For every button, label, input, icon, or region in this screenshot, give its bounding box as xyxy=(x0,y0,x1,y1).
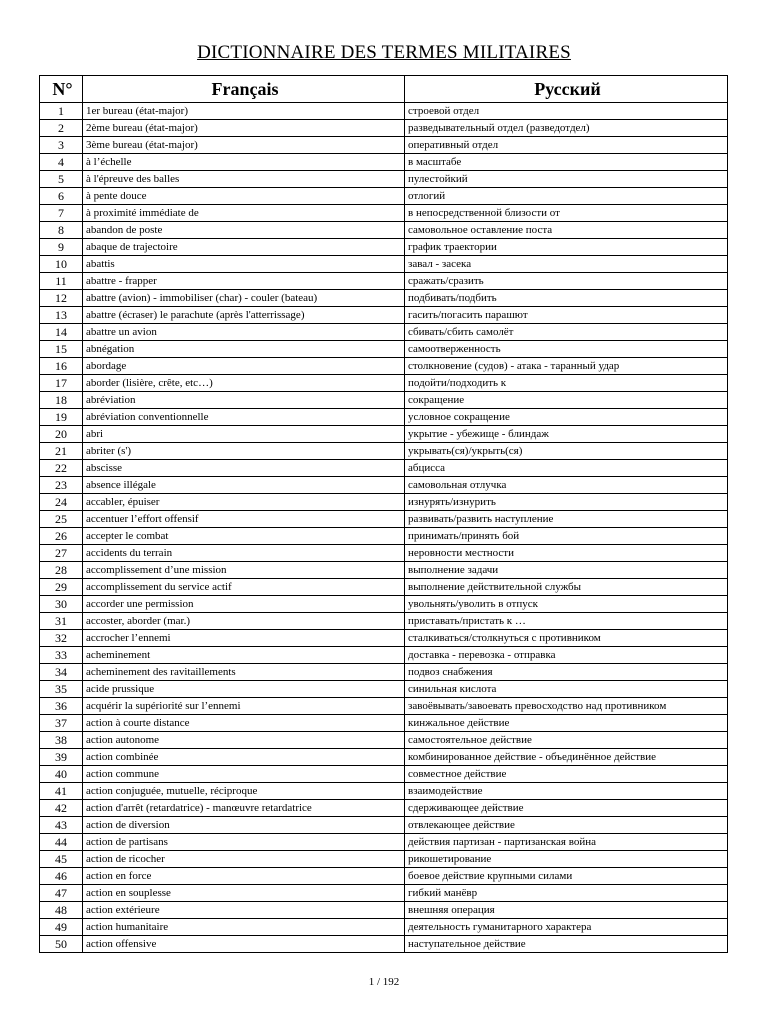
french-term: action d'arrêt (retardatrice) - manœuvre retardatrice xyxy=(83,800,405,817)
table-row xyxy=(40,766,728,783)
french-term: abriter (s') xyxy=(83,443,405,460)
french-term: à pente douce xyxy=(83,188,405,205)
french-term: 1er bureau (état-major) xyxy=(83,103,405,120)
french-term: abordage xyxy=(83,358,405,375)
table-row xyxy=(40,562,728,579)
row-number: 34 xyxy=(40,664,83,681)
french-term: action à courte distance xyxy=(83,715,405,732)
russian-term: совместное действие xyxy=(405,766,728,783)
russian-term: строевой отдел xyxy=(405,103,728,120)
row-number: 4 xyxy=(40,154,83,171)
russian-term: условное сокращение xyxy=(405,409,728,426)
row-number: 45 xyxy=(40,851,83,868)
row-number: 35 xyxy=(40,681,83,698)
russian-term: действия партизан - партизанская война xyxy=(405,834,728,851)
russian-term: отлогий xyxy=(405,188,728,205)
russian-term: сдерживающее действие xyxy=(405,800,728,817)
table-row xyxy=(40,817,728,834)
table-row xyxy=(40,919,728,936)
row-number: 38 xyxy=(40,732,83,749)
french-term: action en force xyxy=(83,868,405,885)
row-number: 6 xyxy=(40,188,83,205)
russian-term: самоотверженность xyxy=(405,341,728,358)
russian-term: сражать/сразить xyxy=(405,273,728,290)
table-row xyxy=(40,460,728,477)
row-number: 7 xyxy=(40,205,83,222)
table-row xyxy=(40,579,728,596)
row-number: 1 xyxy=(40,103,83,120)
russian-term: в непосредственной близости от xyxy=(405,205,728,222)
row-number: 44 xyxy=(40,834,83,851)
russian-term: сбивать/сбить самолёт xyxy=(405,324,728,341)
row-number: 43 xyxy=(40,817,83,834)
french-term: absence illégale xyxy=(83,477,405,494)
table-row xyxy=(40,358,728,375)
french-term: abattre (avion) - immobiliser (char) - couler (bateau) xyxy=(83,290,405,307)
table-row xyxy=(40,443,728,460)
row-number: 9 xyxy=(40,239,83,256)
row-number: 10 xyxy=(40,256,83,273)
row-number: 39 xyxy=(40,749,83,766)
russian-term: боевое действие крупными силами xyxy=(405,868,728,885)
table-row xyxy=(40,800,728,817)
row-number: 14 xyxy=(40,324,83,341)
russian-term: кинжальное действие xyxy=(405,715,728,732)
row-number: 11 xyxy=(40,273,83,290)
french-term: abattre - frapper xyxy=(83,273,405,290)
row-number: 20 xyxy=(40,426,83,443)
french-term: accoster, aborder (mar.) xyxy=(83,613,405,630)
french-term: acquérir la supériorité sur l’ennemi xyxy=(83,698,405,715)
table-row xyxy=(40,409,728,426)
table-row xyxy=(40,222,728,239)
table-row xyxy=(40,630,728,647)
french-term: action de diversion xyxy=(83,817,405,834)
table-row xyxy=(40,885,728,902)
row-number: 17 xyxy=(40,375,83,392)
row-number: 24 xyxy=(40,494,83,511)
row-number: 27 xyxy=(40,545,83,562)
russian-term: развивать/развить наступление xyxy=(405,511,728,528)
french-term: abandon de poste xyxy=(83,222,405,239)
french-term: acheminement des ravitaillements xyxy=(83,664,405,681)
table-row xyxy=(40,596,728,613)
french-term: abaque de trajectoire xyxy=(83,239,405,256)
table-row xyxy=(40,290,728,307)
header-french: Français xyxy=(83,76,405,103)
table-row xyxy=(40,426,728,443)
table-row xyxy=(40,307,728,324)
french-term: accidents du terrain xyxy=(83,545,405,562)
french-term: action de partisans xyxy=(83,834,405,851)
table-row xyxy=(40,154,728,171)
table-row xyxy=(40,137,728,154)
row-number: 29 xyxy=(40,579,83,596)
row-number: 23 xyxy=(40,477,83,494)
row-number: 42 xyxy=(40,800,83,817)
french-term: abattis xyxy=(83,256,405,273)
french-term: action extérieure xyxy=(83,902,405,919)
russian-term: укрытие - убежище - блиндаж xyxy=(405,426,728,443)
french-term: abréviation xyxy=(83,392,405,409)
russian-term: завал - засека xyxy=(405,256,728,273)
russian-term: самовольное оставление поста xyxy=(405,222,728,239)
table-row xyxy=(40,375,728,392)
table-row xyxy=(40,324,728,341)
row-number: 36 xyxy=(40,698,83,715)
row-number: 12 xyxy=(40,290,83,307)
french-term: accomplissement d’une mission xyxy=(83,562,405,579)
french-term: acheminement xyxy=(83,647,405,664)
russian-term: сокращение xyxy=(405,392,728,409)
table-row xyxy=(40,545,728,562)
table-row xyxy=(40,120,728,137)
french-term: action commune xyxy=(83,766,405,783)
russian-term: гасить/погасить парашют xyxy=(405,307,728,324)
row-number: 13 xyxy=(40,307,83,324)
table-row xyxy=(40,749,728,766)
russian-term: синильная кислота xyxy=(405,681,728,698)
row-number: 47 xyxy=(40,885,83,902)
french-term: action offensive xyxy=(83,936,405,953)
french-term: action conjuguée, mutuelle, réciproque xyxy=(83,783,405,800)
row-number: 40 xyxy=(40,766,83,783)
table-row xyxy=(40,273,728,290)
french-term: accorder une permission xyxy=(83,596,405,613)
row-number: 19 xyxy=(40,409,83,426)
row-number: 15 xyxy=(40,341,83,358)
row-number: 2 xyxy=(40,120,83,137)
french-term: accabler, épuiser xyxy=(83,494,405,511)
table-row xyxy=(40,851,728,868)
row-number: 21 xyxy=(40,443,83,460)
russian-term: принимать/принять бой xyxy=(405,528,728,545)
french-term: action humanitaire xyxy=(83,919,405,936)
russian-term: оперативный отдел xyxy=(405,137,728,154)
table-row xyxy=(40,188,728,205)
table-row xyxy=(40,664,728,681)
french-term: action en souplesse xyxy=(83,885,405,902)
row-number: 33 xyxy=(40,647,83,664)
french-term: action autonome xyxy=(83,732,405,749)
table-row xyxy=(40,613,728,630)
row-number: 37 xyxy=(40,715,83,732)
table-header-row xyxy=(40,76,728,103)
row-number: 30 xyxy=(40,596,83,613)
dictionary-table xyxy=(39,75,728,953)
russian-term: гибкий манёвр xyxy=(405,885,728,902)
table-row xyxy=(40,103,728,120)
russian-term: сталкиваться/столкнуться с противником xyxy=(405,630,728,647)
page-indicator: 1 / 192 xyxy=(368,976,400,988)
french-term: 2ème bureau (état-major) xyxy=(83,120,405,137)
table-row xyxy=(40,511,728,528)
table-row xyxy=(40,528,728,545)
french-term: à l'épreuve des balles xyxy=(83,171,405,188)
french-term: accrocher l’ennemi xyxy=(83,630,405,647)
russian-term: выполнение действительной службы xyxy=(405,579,728,596)
table-row xyxy=(40,494,728,511)
french-term: abnégation xyxy=(83,341,405,358)
russian-term: изнурять/изнурить xyxy=(405,494,728,511)
table-row xyxy=(40,681,728,698)
russian-term: самостоятельное действие xyxy=(405,732,728,749)
row-number: 3 xyxy=(40,137,83,154)
russian-term: выполнение задачи xyxy=(405,562,728,579)
page-title: DICTIONNAIRE DES TERMES MILITAIRES xyxy=(197,42,571,63)
row-number: 48 xyxy=(40,902,83,919)
table-row xyxy=(40,834,728,851)
french-term: action combinée xyxy=(83,749,405,766)
table-row xyxy=(40,647,728,664)
table-row xyxy=(40,171,728,188)
russian-term: укрывать(ся)/укрыть(ся) xyxy=(405,443,728,460)
russian-term: абцисса xyxy=(405,460,728,477)
table-row xyxy=(40,239,728,256)
french-term: abattre (écraser) le parachute (après l'atterrissage) xyxy=(83,307,405,324)
table-row xyxy=(40,392,728,409)
table-row xyxy=(40,732,728,749)
table-row xyxy=(40,341,728,358)
french-term: abri xyxy=(83,426,405,443)
table-row xyxy=(40,698,728,715)
french-term: accentuer l’effort offensif xyxy=(83,511,405,528)
table-body xyxy=(40,103,728,953)
row-number: 25 xyxy=(40,511,83,528)
header-russian: Русский xyxy=(405,76,728,103)
row-number: 50 xyxy=(40,936,83,953)
row-number: 41 xyxy=(40,783,83,800)
row-number: 5 xyxy=(40,171,83,188)
russian-term: подвоз снабжения xyxy=(405,664,728,681)
russian-term: неровности местности xyxy=(405,545,728,562)
table-row xyxy=(40,868,728,885)
russian-term: взаимодействие xyxy=(405,783,728,800)
table-row xyxy=(40,902,728,919)
french-term: à proximité immédiate de xyxy=(83,205,405,222)
french-term: accomplissement du service actif xyxy=(83,579,405,596)
french-term: 3ème bureau (état-major) xyxy=(83,137,405,154)
russian-term: отвлекающее действие xyxy=(405,817,728,834)
table-row xyxy=(40,205,728,222)
russian-term: увольнять/уволить в отпуск xyxy=(405,596,728,613)
row-number: 26 xyxy=(40,528,83,545)
french-term: action de ricocher xyxy=(83,851,405,868)
row-number: 32 xyxy=(40,630,83,647)
table-row xyxy=(40,477,728,494)
russian-term: внешняя операция xyxy=(405,902,728,919)
french-term: acide prussique xyxy=(83,681,405,698)
row-number: 8 xyxy=(40,222,83,239)
header-number: N° xyxy=(40,76,83,103)
russian-term: завоёвывать/завоевать превосходство над противником xyxy=(405,698,728,715)
russian-term: доставка - перевозка - отправка xyxy=(405,647,728,664)
table-row xyxy=(40,783,728,800)
french-term: abscisse xyxy=(83,460,405,477)
french-term: abréviation conventionnelle xyxy=(83,409,405,426)
russian-term: в масштабе xyxy=(405,154,728,171)
row-number: 49 xyxy=(40,919,83,936)
row-number: 22 xyxy=(40,460,83,477)
french-term: aborder (lisière, crête, etc…) xyxy=(83,375,405,392)
table-row xyxy=(40,715,728,732)
table-row xyxy=(40,936,728,953)
french-term: abattre un avion xyxy=(83,324,405,341)
russian-term: рикошетирование xyxy=(405,851,728,868)
french-term: accepter le combat xyxy=(83,528,405,545)
table-row xyxy=(40,256,728,273)
russian-term: комбинированное действие - объединённое действие xyxy=(405,749,728,766)
row-number: 18 xyxy=(40,392,83,409)
french-term: à l’échelle xyxy=(83,154,405,171)
russian-term: самовольная отлучка xyxy=(405,477,728,494)
russian-term: наступательное действие xyxy=(405,936,728,953)
russian-term: приставать/пристать к … xyxy=(405,613,728,630)
russian-term: разведывательный отдел (разведотдел) xyxy=(405,120,728,137)
row-number: 46 xyxy=(40,868,83,885)
russian-term: подойти/подходить к xyxy=(405,375,728,392)
russian-term: столкновение (судов) - атака - таранный удар xyxy=(405,358,728,375)
russian-term: график траектории xyxy=(405,239,728,256)
russian-term: пулестойкий xyxy=(405,171,728,188)
row-number: 28 xyxy=(40,562,83,579)
row-number: 16 xyxy=(40,358,83,375)
russian-term: деятельность гуманитарного характера xyxy=(405,919,728,936)
row-number: 31 xyxy=(40,613,83,630)
russian-term: подбивать/подбить xyxy=(405,290,728,307)
